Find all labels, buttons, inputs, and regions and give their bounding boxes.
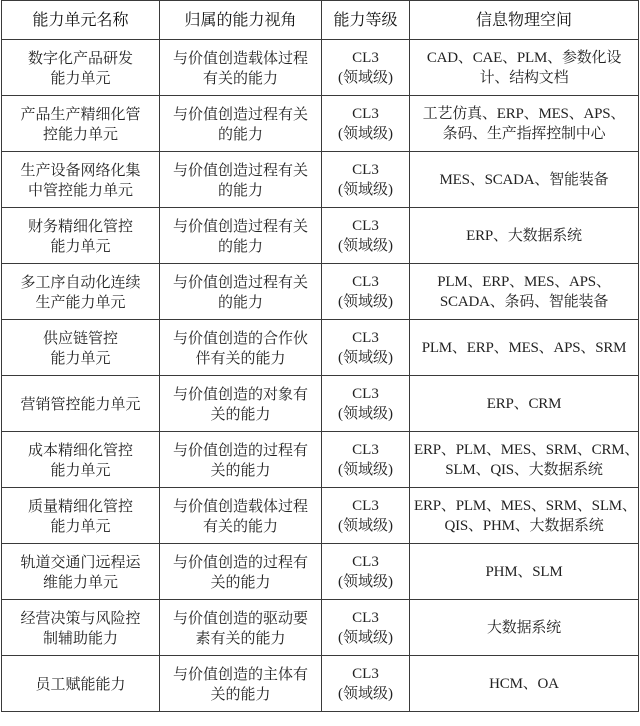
capability-level-cell	[322, 152, 410, 208]
cyber-physical-space-text-line: QIS、PHM、大数据系统	[444, 517, 604, 534]
unit-name-text-line: 数字化产品研发	[27, 48, 133, 67]
table-row	[2, 40, 639, 96]
capability-view-text-line: 的能力	[217, 180, 263, 199]
table-row	[2, 264, 639, 320]
cyber-physical-space-text-line: SLM、QIS、大数据系统	[445, 461, 603, 478]
capability-view-cell	[160, 40, 322, 96]
cyber-physical-space-cell	[410, 600, 639, 656]
header-unit-name: 能力单元名称	[2, 1, 160, 40]
capability-view-text-line: 与价值创造的过程有	[172, 440, 308, 459]
capability-level-text-line: (领域级)	[338, 573, 393, 590]
unit-name-text-line: 控能力单元	[42, 124, 118, 143]
cyber-physical-space-text-line: 计、结构文档	[479, 69, 569, 86]
unit-name-cell	[2, 208, 160, 264]
table-row	[2, 96, 639, 152]
capability-level-cell	[322, 432, 410, 488]
unit-name-cell	[2, 96, 160, 152]
cyber-physical-space-text-line: 大数据系统	[486, 619, 561, 636]
capability-view-cell	[160, 208, 322, 264]
table-row	[2, 656, 639, 712]
capability-level-cell	[322, 40, 410, 96]
cyber-physical-space-text-line: 条码、生产指挥控制中心	[442, 125, 606, 142]
capability-view-text-line: 的能力	[217, 292, 263, 311]
unit-name-cell	[2, 488, 160, 544]
capability-level-text-line: CL3	[352, 609, 379, 626]
cyber-physical-space-cell	[410, 264, 639, 320]
capability-level-cell	[322, 488, 410, 544]
capability-level-cell	[322, 376, 410, 432]
cyber-physical-space-text-line: PLM、ERP、MES、APS、	[437, 273, 611, 290]
capability-view-text-line: 有关的能力	[202, 516, 278, 535]
capability-level-text-line: (领域级)	[338, 69, 393, 86]
capability-level-text-line: (领域级)	[338, 461, 393, 478]
unit-name-text-line: 员工赋能能力	[35, 674, 126, 693]
capability-level-text-line: CL3	[352, 329, 379, 346]
cyber-physical-space-cell	[410, 152, 639, 208]
capability-level-text-line: (领域级)	[338, 293, 393, 310]
table-row	[2, 376, 639, 432]
capability-level-text-line: CL3	[352, 49, 379, 66]
unit-name-text-line: 能力单元	[50, 236, 111, 255]
unit-name-text-line: 制辅助能力	[42, 628, 118, 647]
capability-view-text-line: 与价值创造的过程有	[172, 552, 308, 571]
table-row	[2, 488, 639, 544]
cyber-physical-space-text-line: CAD、CAE、PLM、参数化设	[426, 49, 622, 66]
capability-level-cell	[322, 320, 410, 376]
capability-level-text-line: CL3	[352, 273, 379, 290]
cyber-physical-space-text-line: ERP、PLM、MES、SRM、SLM、	[414, 497, 637, 514]
capability-level-text-line: CL3	[352, 665, 379, 682]
unit-name-text-line: 能力单元	[50, 516, 111, 535]
capability-level-text-line: CL3	[352, 441, 379, 458]
capability-level-cell	[322, 208, 410, 264]
cyber-physical-space-cell	[410, 208, 639, 264]
cyber-physical-space-text-line: 工艺仿真、ERP、MES、APS、	[422, 105, 626, 122]
capability-level-text-line: (领域级)	[338, 349, 393, 366]
capability-view-text-line: 与价值创造过程有关	[172, 216, 308, 235]
unit-name-text-line: 质量精细化管控	[27, 496, 133, 515]
cyber-physical-space-cell	[410, 376, 639, 432]
capability-level-text-line: (领域级)	[338, 685, 393, 702]
unit-name-text-line: 生产能力单元	[35, 292, 126, 311]
cyber-physical-space-cell	[410, 96, 639, 152]
table-header-row	[2, 1, 639, 40]
capability-view-cell	[160, 488, 322, 544]
capability-view-text-line: 关的能力	[210, 572, 271, 591]
capability-level-cell	[322, 264, 410, 320]
capability-view-cell	[160, 96, 322, 152]
capability-view-text-line: 的能力	[217, 124, 263, 143]
cyber-physical-space-cell	[410, 656, 639, 712]
cyber-physical-space-text-line: MES、SCADA、智能装备	[439, 171, 609, 188]
unit-name-text-line: 生产设备网络化集	[20, 160, 141, 179]
capability-level-cell	[322, 656, 410, 712]
cyber-physical-space-cell	[410, 488, 639, 544]
capability-level-text-line: CL3	[352, 385, 379, 402]
unit-name-text-line: 营销管控能力单元	[20, 394, 141, 413]
cyber-physical-space-text-line: ERP、CRM	[486, 395, 562, 412]
unit-name-text-line: 能力单元	[50, 68, 111, 87]
unit-name-text-line: 能力单元	[50, 460, 111, 479]
table-row	[2, 152, 639, 208]
capability-view-text-line: 与价值创造过程有关	[172, 160, 308, 179]
table-row	[2, 432, 639, 488]
cyber-physical-space-text-line: PHM、SLM	[485, 563, 563, 580]
capability-level-text-line: CL3	[352, 497, 379, 514]
capability-view-text-line: 与价值创造的主体有	[172, 664, 308, 683]
unit-name-text-line: 经营决策与风险控	[20, 608, 141, 627]
capability-view-cell	[160, 320, 322, 376]
capability-view-text-line: 与价值创造的对象有	[172, 384, 308, 403]
capability-view-text-line: 的能力	[217, 236, 263, 255]
unit-name-cell	[2, 152, 160, 208]
unit-name-cell	[2, 544, 160, 600]
unit-name-text-line: 能力单元	[50, 348, 111, 367]
capability-view-text-line: 与价值创造载体过程	[172, 48, 308, 67]
unit-name-cell	[2, 432, 160, 488]
header-cyber-physical-space: 信息物理空间	[410, 1, 639, 40]
cyber-physical-space-text-line: HCM、OA	[489, 675, 559, 692]
capability-level-cell	[322, 96, 410, 152]
unit-name-text-line: 中管控能力单元	[27, 180, 133, 199]
capability-level-text-line: CL3	[352, 105, 379, 122]
capability-level-text-line: (领域级)	[338, 125, 393, 142]
capability-level-text-line: (领域级)	[338, 405, 393, 422]
capability-level-text-line: CL3	[352, 161, 379, 178]
unit-name-cell	[2, 600, 160, 656]
cyber-physical-space-cell	[410, 544, 639, 600]
cyber-physical-space-text-line: ERP、PLM、MES、SRM、CRM、	[414, 441, 640, 458]
unit-name-cell	[2, 320, 160, 376]
capability-level-text-line: CL3	[352, 553, 379, 570]
unit-name-text-line: 财务精细化管控	[27, 216, 133, 235]
capability-view-text-line: 与价值创造载体过程	[172, 496, 308, 515]
header-capability-level: 能力等级	[322, 1, 410, 40]
capability-view-text-line: 伴有关的能力	[195, 348, 286, 367]
capability-view-text-line: 与价值创造过程有关	[172, 104, 308, 123]
capability-view-cell	[160, 432, 322, 488]
capability-units-table	[1, 0, 639, 712]
capability-view-text-line: 有关的能力	[202, 68, 278, 87]
cyber-physical-space-cell	[410, 320, 639, 376]
unit-name-text-line: 多工序自动化连续	[20, 272, 141, 291]
capability-view-text-line: 素有关的能力	[195, 628, 286, 647]
cyber-physical-space-cell	[410, 432, 639, 488]
capability-view-cell	[160, 600, 322, 656]
unit-name-cell	[2, 40, 160, 96]
table-row	[2, 320, 639, 376]
capability-view-text-line: 关的能力	[210, 404, 271, 423]
capability-level-cell	[322, 544, 410, 600]
unit-name-cell	[2, 376, 160, 432]
capability-view-cell	[160, 376, 322, 432]
capability-view-text-line: 关的能力	[210, 460, 271, 479]
capability-view-text-line: 与价值创造的驱动要	[172, 608, 308, 627]
capability-level-text-line: (领域级)	[338, 181, 393, 198]
capability-level-text-line: (领域级)	[338, 629, 393, 646]
unit-name-text-line: 轨道交通门远程运	[20, 552, 141, 571]
capability-view-text-line: 关的能力	[210, 684, 271, 703]
capability-view-text-line: 与价值创造的合作伙	[172, 328, 308, 347]
capability-level-text-line: (领域级)	[338, 237, 393, 254]
unit-name-text-line: 产品生产精细化管	[20, 104, 141, 123]
unit-name-text-line: 成本精细化管控	[27, 440, 133, 459]
table-row	[2, 600, 639, 656]
cyber-physical-space-cell	[410, 40, 639, 96]
capability-view-cell	[160, 264, 322, 320]
unit-name-cell	[2, 264, 160, 320]
capability-level-text-line: CL3	[352, 217, 379, 234]
table-row	[2, 208, 639, 264]
capability-view-cell	[160, 152, 322, 208]
cyber-physical-space-text-line: SCADA、条码、智能装备	[439, 293, 609, 310]
capability-view-cell	[160, 656, 322, 712]
capability-view-cell	[160, 544, 322, 600]
header-capability-view: 归属的能力视角	[160, 1, 322, 40]
capability-level-text-line: (领域级)	[338, 517, 393, 534]
capability-view-text-line: 与价值创造过程有关	[172, 272, 308, 291]
cyber-physical-space-text-line: PLM、ERP、MES、APS、SRM	[421, 339, 627, 356]
unit-name-cell	[2, 656, 160, 712]
capability-level-cell	[322, 600, 410, 656]
table-row	[2, 544, 639, 600]
unit-name-text-line: 维能力单元	[42, 572, 118, 591]
unit-name-text-line: 供应链管控	[42, 328, 118, 347]
cyber-physical-space-text-line: ERP、大数据系统	[466, 227, 582, 244]
